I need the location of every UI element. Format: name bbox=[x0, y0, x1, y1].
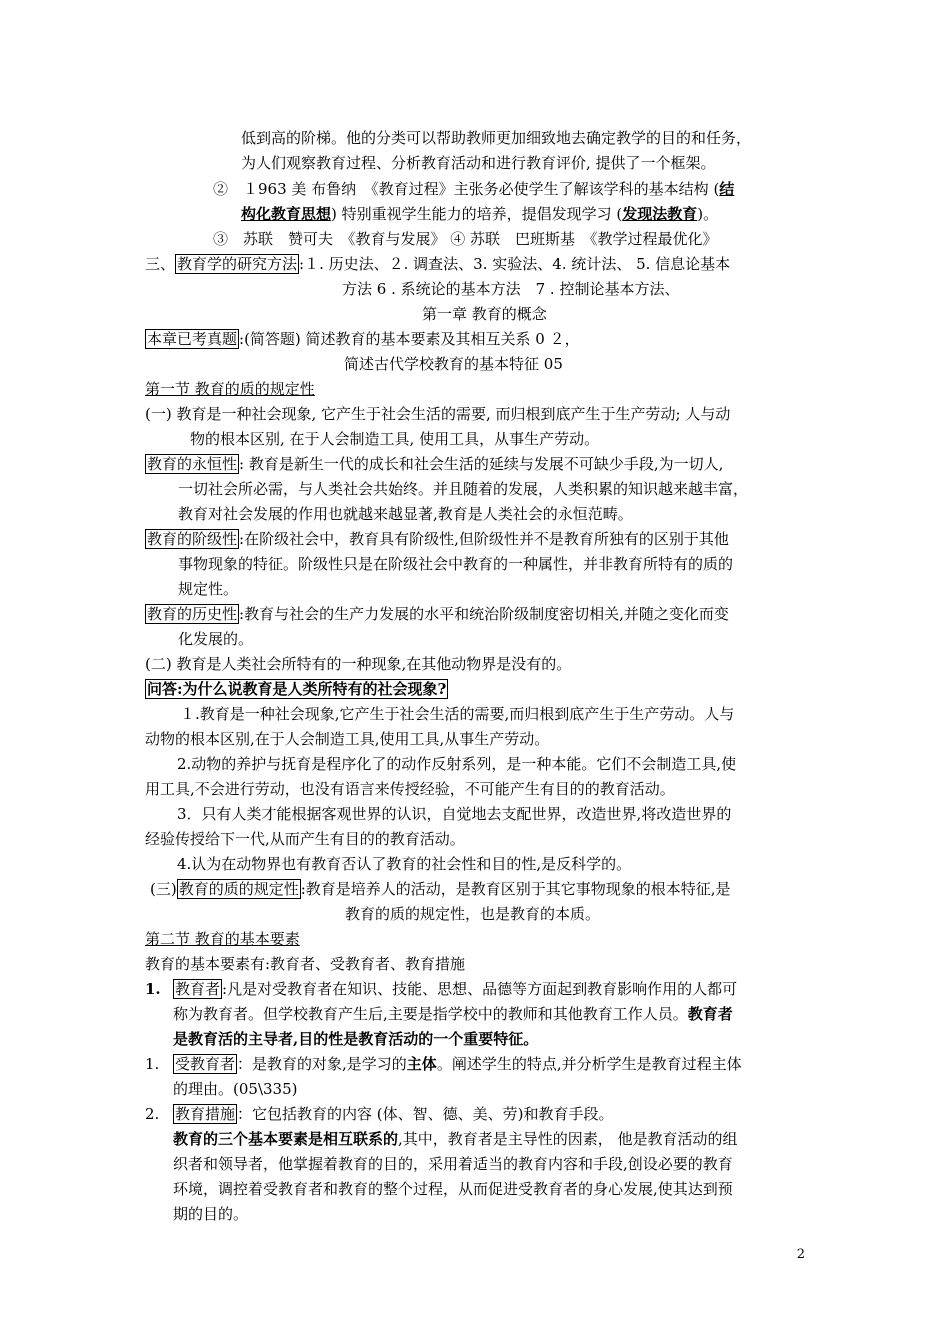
text: :(简答题) 简述教育的基本要素及其相互关系 0 ２， bbox=[239, 330, 580, 348]
text-line bbox=[145, 653, 571, 675]
highlight-term: 结 bbox=[719, 180, 735, 198]
text: 低到高的阶梯。他的分类可以帮助教师更加细致地去确定教学的目的和任务， bbox=[241, 129, 752, 147]
text: ,其中，教育者是主导性的因素， 他是教育活动的组 bbox=[398, 1130, 738, 1148]
text-line bbox=[241, 203, 718, 225]
boxed-term: 受教育者 bbox=[175, 1055, 236, 1073]
text: 4.认为在动物界也有教育否认了教育的社会性和目的性,是反科学的。 bbox=[177, 855, 632, 873]
text: 教育的质的规定性，也是教育的本质。 bbox=[345, 905, 601, 923]
text-line bbox=[342, 278, 679, 300]
text: :在阶级社会中，教育具有阶级性,但阶级性并不是教育所独有的区别于其他 bbox=[239, 530, 729, 548]
text-line bbox=[178, 553, 733, 575]
text: 三、 bbox=[145, 255, 176, 273]
text: : 教育是新生一代的成长和社会生活的延续与发展不可缺少手段,为一切人, bbox=[239, 455, 724, 473]
question-heading bbox=[145, 678, 448, 700]
highlight-term: 构化教育思想 bbox=[241, 205, 332, 223]
boxed-term: 教育学的研究方法 bbox=[177, 255, 298, 273]
text: 教育的三个基本要素是相互联系的 bbox=[173, 1130, 399, 1148]
text: 织者和领导者，他掌握着教育的目的，采用着适当的教育内容和手段,创设必要的教育 bbox=[173, 1155, 733, 1173]
text: 的理由。(05\335) bbox=[173, 1080, 298, 1098]
text: 第一章 教育的概念 bbox=[422, 305, 547, 323]
text-line bbox=[173, 1003, 733, 1025]
text: 期的目的。 bbox=[173, 1205, 249, 1223]
text-line bbox=[177, 803, 731, 825]
text: :教育与社会的生产力发展的水平和统治阶级制度密切相关,并随之变化而变 bbox=[239, 605, 729, 623]
list-number bbox=[145, 978, 161, 1000]
text-line bbox=[173, 1028, 538, 1050]
text: ：它包括教育的内容 (体、智、德、美、劳)和教育手段。 bbox=[237, 1105, 614, 1123]
text-line bbox=[344, 353, 563, 375]
text: 3．只有人类才能根据客观世界的认识，自觉地去支配世界，改造世界,将改造世界的 bbox=[177, 805, 732, 823]
chapter-title bbox=[422, 303, 547, 325]
boxed-term: 教育者 bbox=[175, 980, 221, 998]
text-line bbox=[177, 853, 631, 875]
text-line bbox=[241, 127, 751, 149]
text-line bbox=[177, 753, 736, 775]
text: 2.动物的养护与抚育是程序化了的动作反射系列，是一种本能。它们不会制造工具,使 bbox=[177, 755, 737, 773]
text: 是教育活的主导者,目的性是教育活动的一个重要特征。 bbox=[173, 1030, 539, 1048]
text: (三) bbox=[150, 880, 177, 898]
text-line bbox=[173, 1153, 733, 1175]
text: 用工具,不会进行劳动，也没有语言来传授经验，不可能产生有目的的教育活动。 bbox=[145, 780, 675, 798]
text-line bbox=[173, 1203, 248, 1225]
text: 为人们观察教育过程、分析教育活动和进行教育评价, 提供了一个框架。 bbox=[241, 154, 716, 172]
boxed-term: 教育的质的规定性 bbox=[178, 880, 299, 898]
text-line bbox=[178, 578, 238, 600]
text: 一切社会所必需，与人类社会共始终。并且随着的发展，人类积累的知识越来越丰富， bbox=[178, 480, 749, 498]
text: )。 bbox=[697, 205, 719, 223]
text-line bbox=[145, 528, 729, 550]
text: 简述古代学校教育的基本特征 05 bbox=[344, 355, 563, 373]
text-line bbox=[178, 478, 748, 500]
text: 教育者 bbox=[687, 1005, 733, 1023]
text-line bbox=[241, 152, 716, 174]
highlight-term: 发现法教育 bbox=[622, 205, 698, 223]
text: 规定性。 bbox=[178, 580, 239, 598]
text-line bbox=[145, 603, 729, 625]
text-line bbox=[180, 703, 734, 725]
boxed-term: 教育措施 bbox=[175, 1105, 236, 1123]
text: (二) 教育是人类社会所特有的一种现象,在其他动物界是没有的。 bbox=[145, 655, 572, 673]
text: 动物的根本区别,在于人会制造工具,使用工具,从事生产劳动。 bbox=[145, 730, 550, 748]
text-line bbox=[145, 328, 580, 350]
text: (一) 教育是一种社会现象, 它产生于社会生活的需要, 而归根到底产生于生产劳动; 人与动 bbox=[145, 405, 731, 423]
text: 1. bbox=[145, 980, 161, 998]
text: 经验传授给下一代,从而产生有目的的教育活动。 bbox=[145, 830, 465, 848]
boxed-term: 本章已考真题 bbox=[147, 330, 238, 348]
text: ② １963 美 布鲁纳 《教育过程》主张务必使学生了解该学科的基本结构 ( bbox=[213, 180, 720, 198]
text: 。阐述学生的特点,并分析学生是教育过程主体 bbox=[436, 1055, 742, 1073]
text: 化发展的。 bbox=[178, 630, 254, 648]
text: 教育对社会发展的作用也就越来越显著,教育是人类社会的永恒范畴。 bbox=[178, 505, 633, 523]
text: １.教育是一种社会现象,它产生于社会生活的需要,而归根到底产生于生产劳动。人与 bbox=[180, 705, 735, 723]
boxed-term: 教育的永恒性 bbox=[147, 455, 238, 473]
text-line bbox=[145, 828, 465, 850]
page-number: 2 bbox=[796, 1247, 805, 1262]
list-number bbox=[145, 1103, 159, 1125]
text-line bbox=[173, 1128, 738, 1150]
list-number bbox=[145, 1053, 159, 1075]
text: 第二节 教育的基本要素 bbox=[145, 930, 300, 948]
section-heading bbox=[145, 378, 315, 400]
text: 方法 6 . 系统论的基本方法 7 . 控制论基本方法、 bbox=[342, 280, 680, 298]
text-line bbox=[173, 1053, 742, 1075]
text-line bbox=[173, 1078, 297, 1100]
text-line bbox=[173, 1178, 733, 1200]
text: ③ 苏联 赞可夫 《教育与发展》 ④ 苏联 巴班斯基 《教学过程最优化》 bbox=[213, 230, 718, 248]
text: 1. bbox=[145, 1055, 160, 1073]
text-line bbox=[145, 453, 723, 475]
section-heading bbox=[145, 928, 300, 950]
text: ：是教育的对象,是学习的 bbox=[237, 1055, 407, 1073]
text: 2. bbox=[145, 1105, 160, 1123]
text-line bbox=[213, 228, 718, 250]
text-line bbox=[190, 428, 599, 450]
text-line bbox=[145, 403, 730, 425]
text: :凡是对受教育者在知识、技能、思想、品德等方面起到教育影响作用的人都可 bbox=[222, 980, 738, 998]
text: 主体 bbox=[406, 1055, 437, 1073]
text: 称为教育者。但学校教育产生后,主要是指学校中的教师和其他教育工作人员。 bbox=[173, 1005, 688, 1023]
text-line bbox=[178, 503, 633, 525]
text: ) 特别重视学生能力的培养，提倡发现学习 ( bbox=[331, 205, 623, 223]
boxed-term: 教育的历史性 bbox=[147, 605, 238, 623]
text: :１. 历史法、２. 调查法、3. 实验法、4. 统计法、 5. 信息论基本 bbox=[299, 255, 731, 273]
text-line bbox=[345, 903, 600, 925]
text: 教育的基本要素有:教育者、受教育者、教育措施 bbox=[145, 955, 466, 973]
text-line bbox=[145, 728, 549, 750]
text-line bbox=[150, 878, 731, 900]
text-line bbox=[178, 628, 253, 650]
text-line bbox=[145, 953, 465, 975]
text-line bbox=[213, 178, 734, 200]
text-line bbox=[145, 778, 675, 800]
text: :教育是培养人的活动，是教育区别于其它事物现象的根本特征,是 bbox=[300, 880, 731, 898]
text-line bbox=[145, 253, 730, 275]
text-line bbox=[173, 978, 737, 1000]
text: 事物现象的特征。阶级性只是在阶级社会中教育的一种属性，并非教育所特有的质的 bbox=[178, 555, 734, 573]
text-line bbox=[173, 1103, 614, 1125]
boxed-term: 教育的阶级性 bbox=[147, 530, 238, 548]
text: 物的根本区别, 在于人会制造工具, 使用工具，从事生产劳动。 bbox=[190, 430, 600, 448]
text: 环境，调控着受教育者和教育的整个过程，从而促进受教育者的身心发展,使其达到预 bbox=[173, 1180, 733, 1198]
text: 第一节 教育的质的规定性 bbox=[145, 380, 315, 398]
boxed-term: 问答:为什么说教育是人类所特有的社会现象? bbox=[147, 680, 447, 698]
